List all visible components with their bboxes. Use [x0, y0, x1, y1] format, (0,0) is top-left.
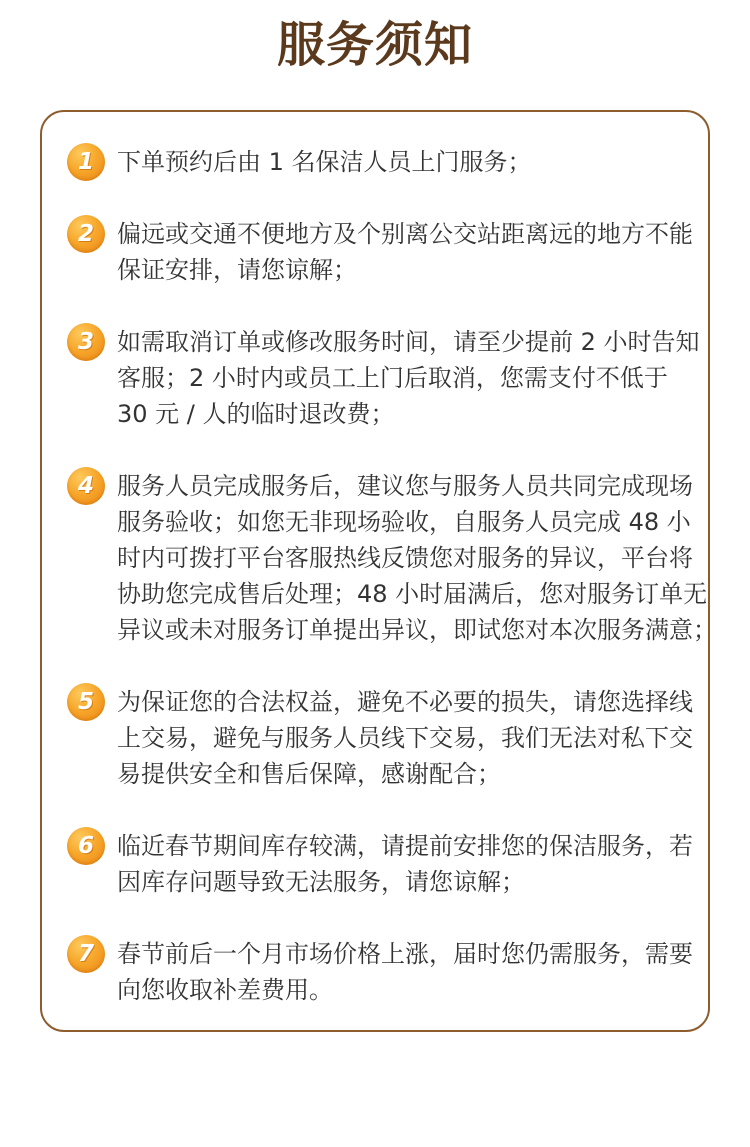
- notice-number-badge: 3: [67, 323, 105, 361]
- notice-line: 时内可拨打平台客服热线反馈您对服务的异议，平台将: [117, 544, 693, 572]
- page-title: 服务须知: [276, 17, 473, 73]
- notice-line: 异议或未对服务订单提出异议，即试您对本次服务满意；: [117, 616, 717, 644]
- notice-number-badge: 2: [67, 215, 105, 253]
- notice-item: [42, 684, 708, 792]
- notice-number-badge: 4: [67, 467, 105, 505]
- notice-line: 上交易，避免与服务人员线下交易，我们无法对私下交: [117, 724, 693, 752]
- notice-number-badge: 7: [67, 935, 105, 973]
- notice-item: [42, 468, 717, 648]
- notice-line: 服务人员完成服务后，建议您与服务人员共同完成现场: [117, 472, 693, 500]
- notice-item: [42, 936, 708, 1008]
- notice-line: 保证安排，请您谅解；: [117, 256, 357, 284]
- notice-line: 协助您完成售后处理；48 小时届满后，您对服务订单无: [117, 580, 708, 608]
- notice-line: 下单预约后由 1 名保洁人员上门服务；: [117, 148, 532, 176]
- notice-line: 向您收取补差费用。: [117, 976, 333, 1004]
- notice-line: 如需取消订单或修改服务时间，请至少提前 2 小时告知: [117, 328, 700, 356]
- notice-line: 因库存问题导致无法服务，请您谅解；: [117, 868, 525, 896]
- notice-item: [42, 828, 708, 900]
- notice-item: [42, 216, 708, 288]
- notice-number-badge: 5: [67, 683, 105, 721]
- notice-line: 易提供安全和售后保障，感谢配合；: [117, 760, 501, 788]
- notice-line: 为保证您的合法权益，避免不必要的损失，请您选择线: [117, 688, 693, 716]
- notice-item: [42, 324, 708, 432]
- notice-line: 偏远或交通不便地方及个别离公交站距离远的地方不能: [117, 220, 693, 248]
- notice-line: 服务验收；如您无非现场验收，自服务人员完成 48 小: [117, 508, 691, 536]
- notice-item: [42, 144, 708, 180]
- notice-number-badge: 1: [67, 143, 105, 181]
- notice-line: 临近春节期间库存较满，请提前安排您的保洁服务，若: [117, 832, 693, 860]
- notice-line: 春节前后一个月市场价格上涨，届时您仍需服务，需要: [117, 940, 693, 968]
- notice-line: 客服；2 小时内或员工上门后取消，您需支付不低于: [117, 364, 668, 392]
- notice-number-badge: 6: [67, 827, 105, 865]
- notice-line: 30 元 / 人的临时退改费；: [117, 400, 395, 428]
- notice-box: [40, 110, 717, 1032]
